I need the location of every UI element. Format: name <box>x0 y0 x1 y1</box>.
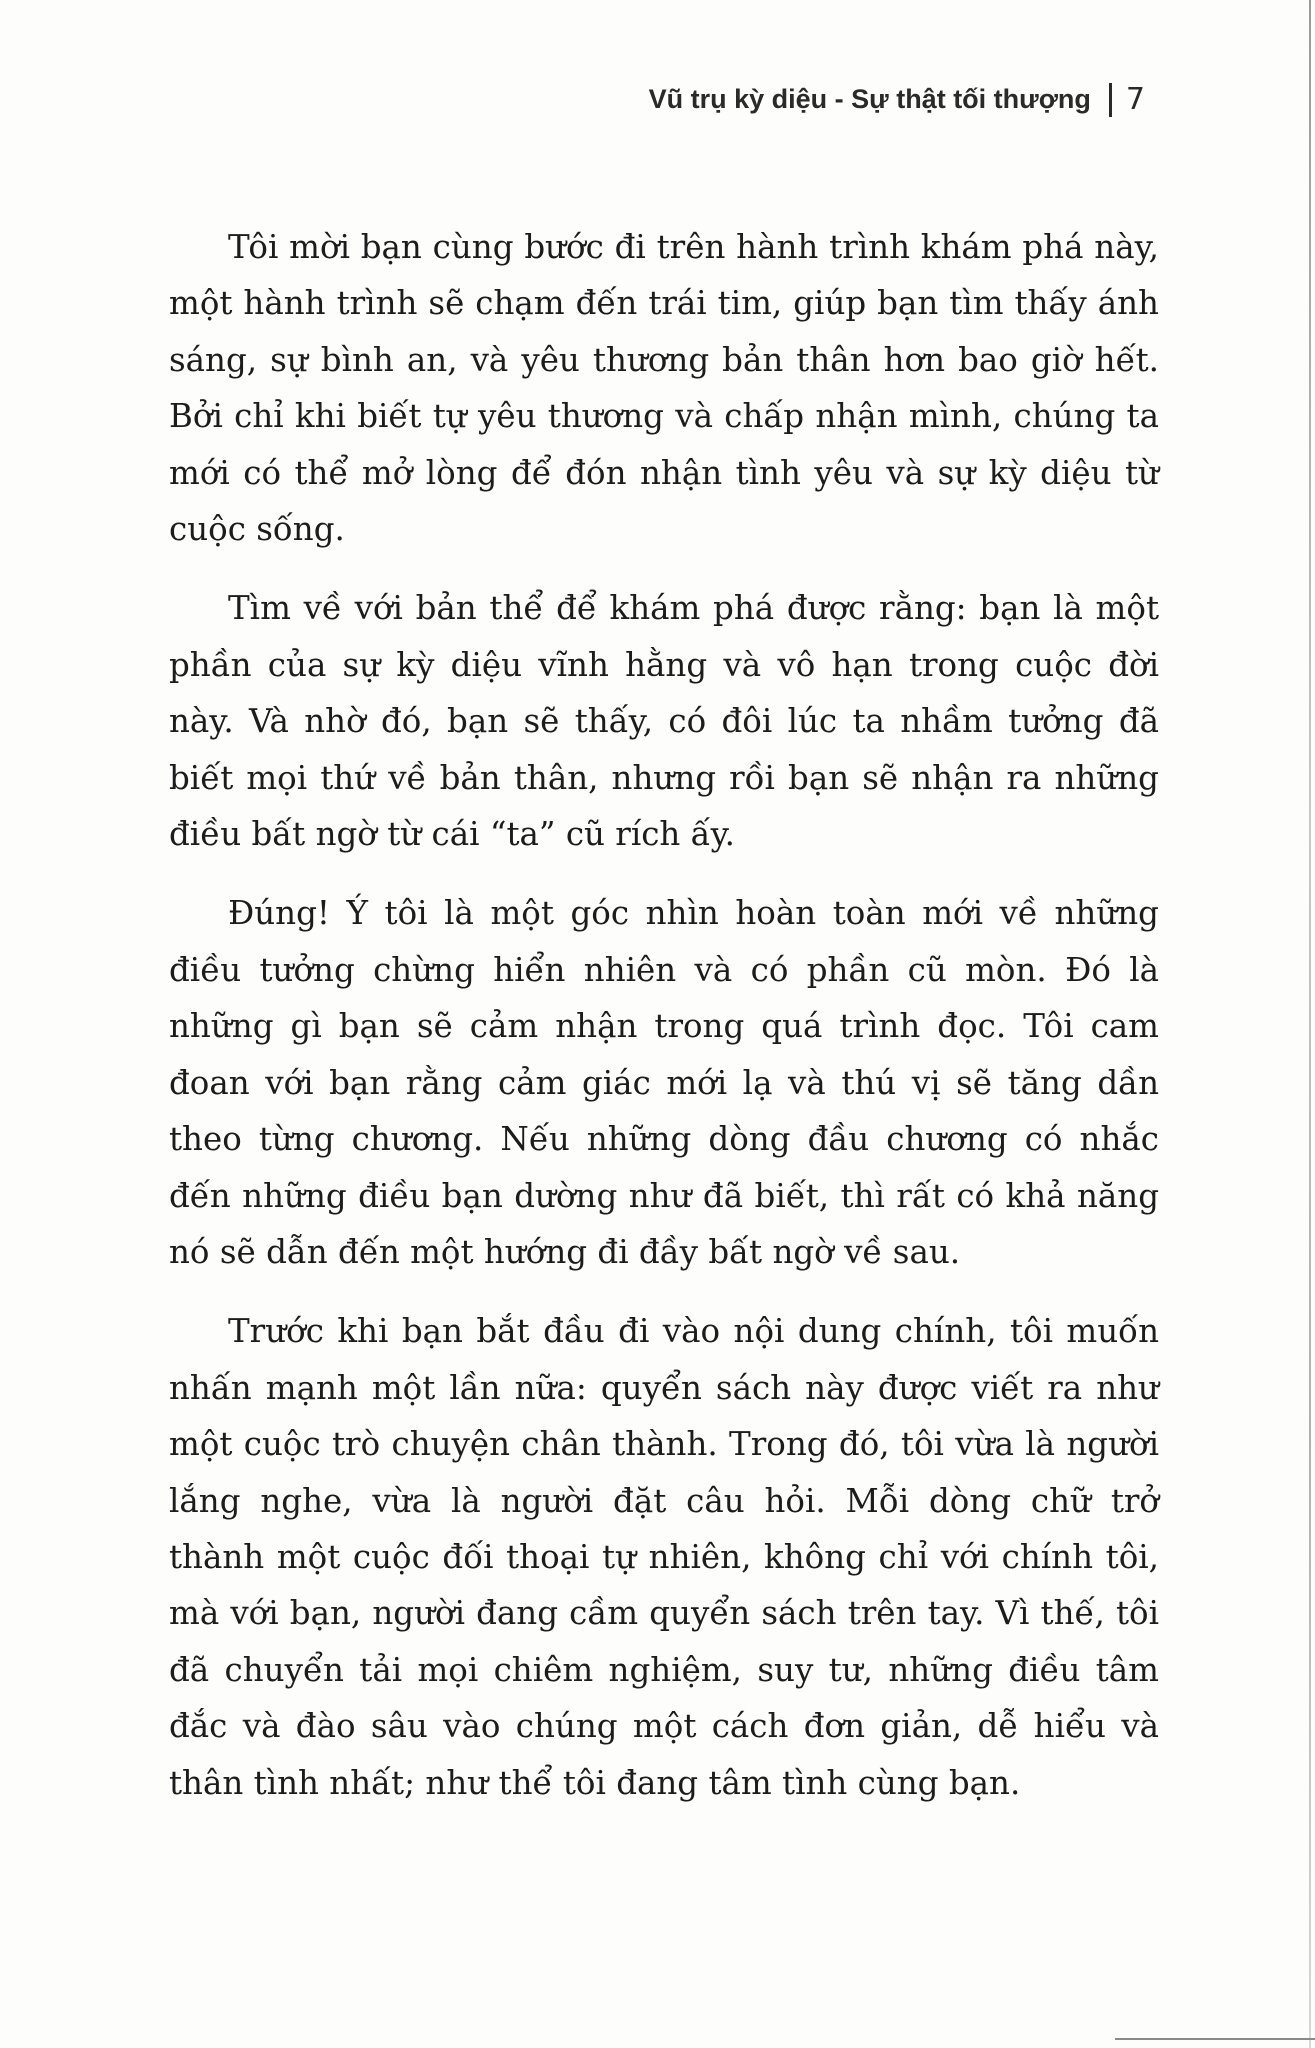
running-header-title: Vũ trụ kỳ diệu - Sự thật tối thượng <box>648 84 1091 114</box>
page-bottom-edge <box>1115 2038 1315 2040</box>
paragraph: Tôi mời bạn cùng bước đi trên hành trình khám phá này, một hành trình sẽ chạm đến trái tim, giúp bạn tìm thấy ánh sáng, sự bình an, và yêu thương bản thân hơn bao giờ hết. Bởi chỉ khi biết tự yêu thương và chấp nhận mình, chúng ta mới có thể mở lòng để đón nhận tình yêu và sự kỳ diệu từ cuộc sống. <box>169 228 1159 549</box>
paragraph: Đúng! Ý tôi là một góc nhìn hoàn toàn mới về những điều tưởng chừng hiển nhiên và có phần cũ mòn. Đó là những gì bạn sẽ cảm nhận trong quá trình đọc. Tôi cam đoan với bạn rằng cảm giác mới lạ và thú vị sẽ tăng dần theo từng chương. Nếu những dòng đầu chương có nhắc đến những điều bạn dường như đã biết, thì rất có khả năng nó sẽ dẫn đến một hướng đi đầy bất ngờ về sau. <box>169 894 1159 1271</box>
running-header <box>649 82 1145 117</box>
paragraph: Tìm về với bản thể để khám phá được rằng: bạn là một phần của sự kỳ diệu vĩnh hằng và vô hạn trong cuộc đời này. Và nhờ đó, bạn sẽ thấy, có đôi lúc ta nhầm tưởng đã biết mọi thứ về bản thân, nhưng rồi bạn sẽ nhận ra những điều bất ngờ từ cái “ta” cũ rích ấy. <box>169 589 1159 854</box>
paragraph: Trước khi bạn bắt đầu đi vào nội dung chính, tôi muốn nhấn mạnh một lần nữa: quyển sách này được viết ra như một cuộc trò chuyện chân thành. Trong đó, tôi vừa là người lắng nghe, vừa là người đặt câu hỏi. Mỗi dòng chữ trở thành một cuộc đối thoại tự nhiên, không chỉ với chính tôi, mà với bạn, người đang cầm quyển sách trên tay. Vì thế, tôi đã chuyển tải mọi chiêm nghiệm, suy tư, những điều tâm đắc và đào sâu vào chúng một cách đơn giản, dễ hiểu và thân tình nhất; như thể tôi đang tâm tình cùng bạn. <box>169 1312 1159 1802</box>
body-text <box>169 219 1159 1834</box>
page-edge <box>1309 0 1311 2048</box>
header-separator <box>1109 83 1112 117</box>
page-number: 7 <box>1125 82 1145 117</box>
